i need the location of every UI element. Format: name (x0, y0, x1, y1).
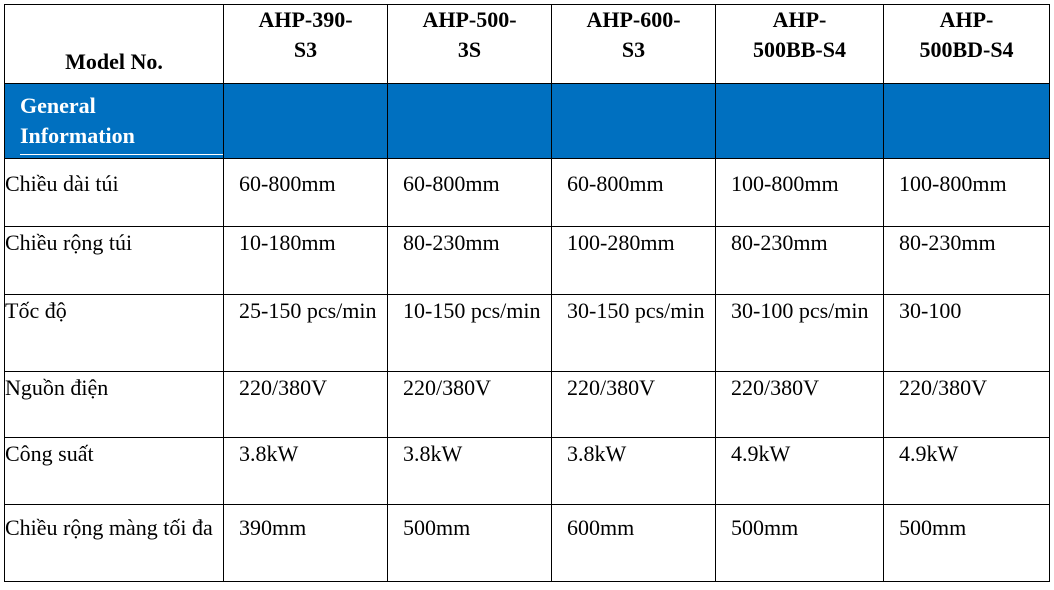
table-cell: 220/380V (552, 372, 716, 438)
table-cell: 220/380V (716, 372, 884, 438)
section-cell (552, 84, 716, 159)
model-header-line: 500BB-S4 (753, 37, 846, 62)
model-no-header: Model No. (5, 5, 224, 84)
row-label: Tốc độ (5, 295, 224, 372)
table-row (5, 505, 1050, 582)
section-cell (716, 84, 884, 159)
model-header-5 (884, 5, 1050, 84)
table-cell: 10-150 pcs/min (388, 295, 552, 372)
table-cell: 30-150 pcs/min (552, 295, 716, 372)
table-row (5, 438, 1050, 505)
table-cell: 500mm (716, 505, 884, 582)
table-cell: 30-100 (884, 295, 1050, 372)
model-header-line: AHP- (939, 7, 994, 32)
table-cell: 3.8kW (388, 438, 552, 505)
section-label-line: Information (20, 123, 135, 148)
row-label: Chiều dài túi (5, 159, 224, 227)
section-cell (224, 84, 388, 159)
table-cell: 60-800mm (224, 159, 388, 227)
table-cell: 500mm (388, 505, 552, 582)
table-cell: 500mm (884, 505, 1050, 582)
table-cell: 60-800mm (552, 159, 716, 227)
model-header-line: 500BD-S4 (919, 37, 1014, 62)
table-cell: 60-800mm (388, 159, 552, 227)
row-label: Công suất (5, 438, 224, 505)
table-row (5, 159, 1050, 227)
table-row (5, 295, 1050, 372)
table-cell: 30-100 pcs/min (716, 295, 884, 372)
table-cell: 100-800mm (884, 159, 1050, 227)
table-cell: 25-150 pcs/min (224, 295, 388, 372)
table-row (5, 227, 1050, 295)
specification-table (4, 4, 1050, 582)
table-cell: 80-230mm (884, 227, 1050, 295)
table-cell: 220/380V (884, 372, 1050, 438)
model-header-line: AHP- (772, 7, 827, 32)
model-header-line: AHP-600- (586, 7, 681, 32)
model-header-line: 3S (457, 37, 482, 62)
table-cell: 80-230mm (716, 227, 884, 295)
model-header-2 (388, 5, 552, 84)
model-header-line: S3 (293, 37, 318, 62)
table-cell: 220/380V (224, 372, 388, 438)
table-cell: 3.8kW (552, 438, 716, 505)
row-label: Chiều rộng túi (5, 227, 224, 295)
table-cell: 10-180mm (224, 227, 388, 295)
table-cell: 220/380V (388, 372, 552, 438)
section-label-line: General (20, 93, 96, 118)
table-cell: 4.9kW (884, 438, 1050, 505)
row-label: Nguồn điện (5, 372, 224, 438)
model-header-line: AHP-500- (422, 7, 517, 32)
header-row (5, 5, 1050, 84)
model-header-4 (716, 5, 884, 84)
table-cell: 390mm (224, 505, 388, 582)
section-row-general-information (5, 84, 1050, 159)
model-header-1 (224, 5, 388, 84)
table-cell: 80-230mm (388, 227, 552, 295)
section-cell (388, 84, 552, 159)
table-row (5, 372, 1050, 438)
row-label: Chiều rộng màng tối đa (5, 505, 224, 582)
table-cell: 600mm (552, 505, 716, 582)
table-cell: 3.8kW (224, 438, 388, 505)
table-cell: 100-800mm (716, 159, 884, 227)
table-cell: 100-280mm (552, 227, 716, 295)
section-cell (884, 84, 1050, 159)
model-header-line: AHP-390- (258, 7, 353, 32)
table-cell: 4.9kW (716, 438, 884, 505)
model-header-line: S3 (621, 37, 646, 62)
model-header-3 (552, 5, 716, 84)
section-label (5, 84, 224, 159)
section-underline (20, 154, 223, 155)
